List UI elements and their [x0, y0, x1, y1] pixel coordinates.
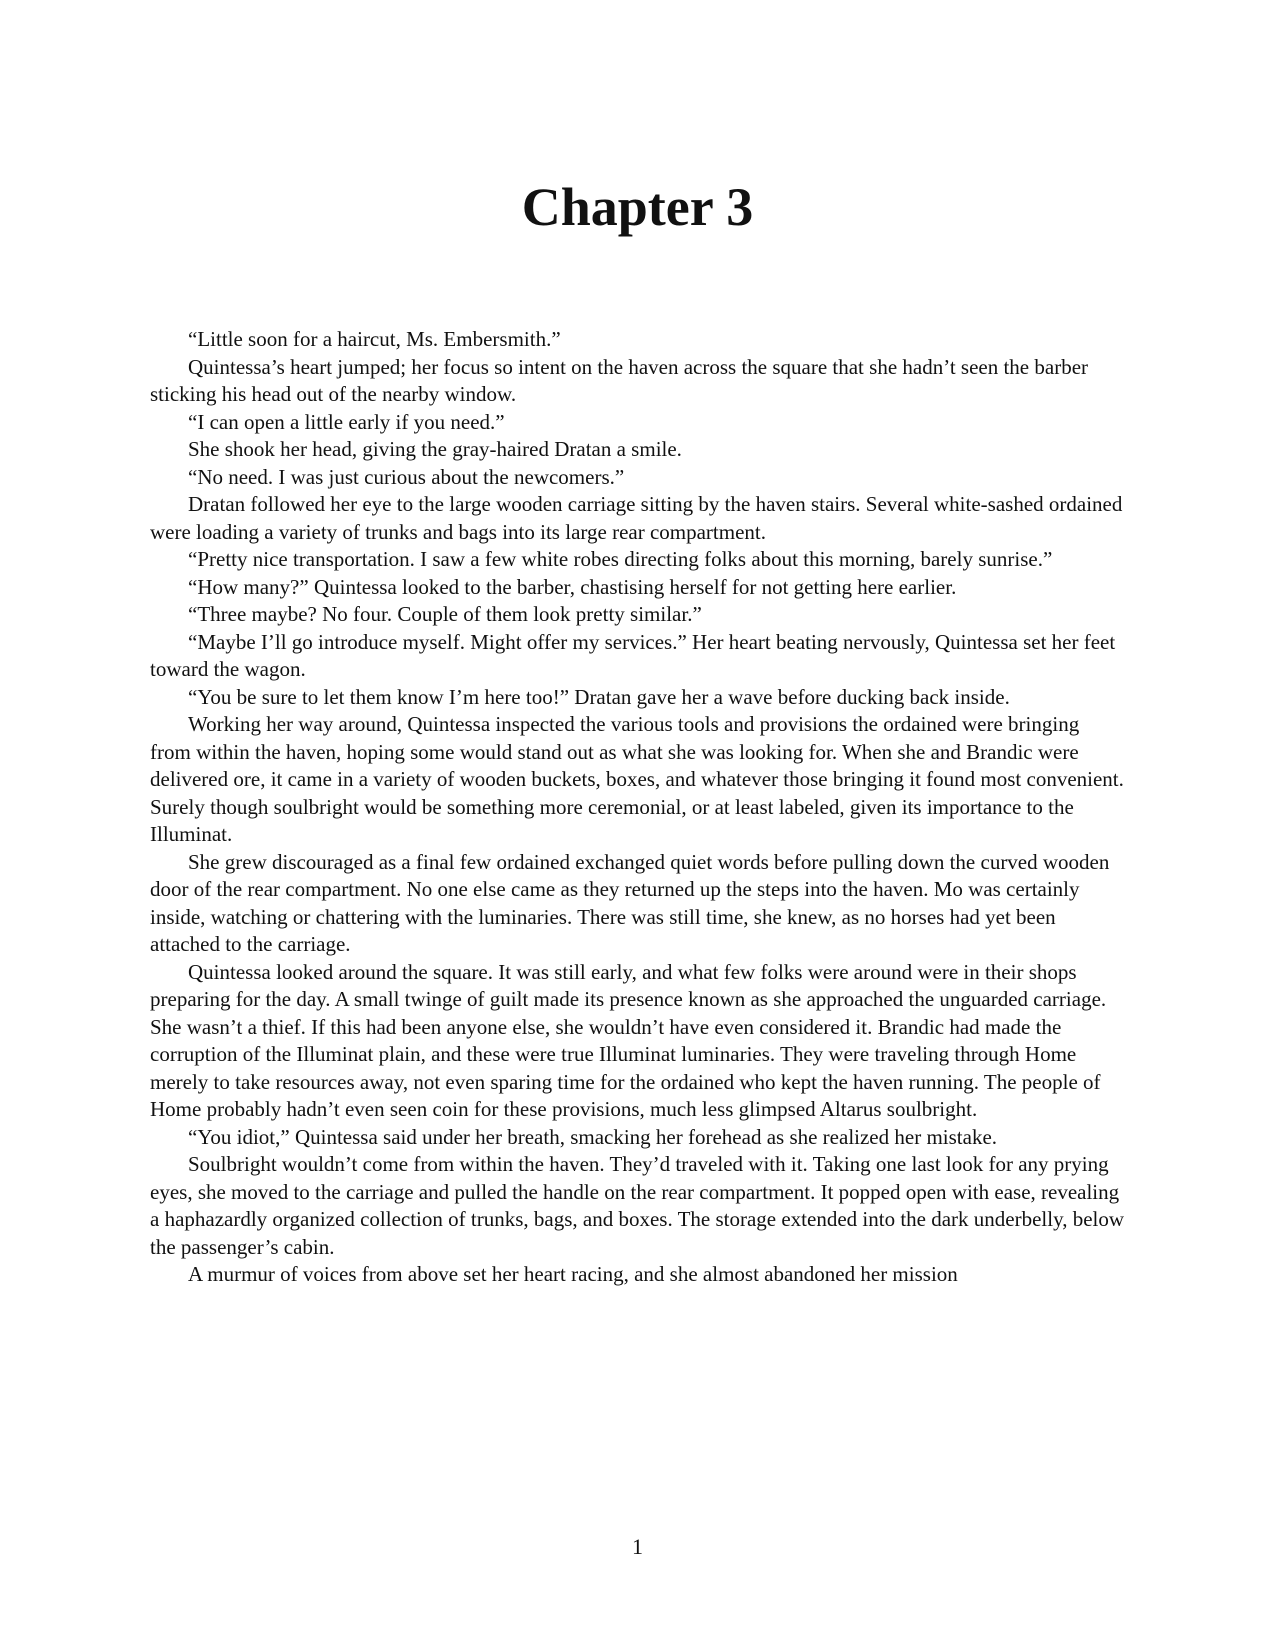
paragraph: Quintessa’s heart jumped; her focus so intent on the haven across the square that she hadn’t seen the barber sticking his head out of the nearby window.: [150, 354, 1089, 406]
paragraph: “Three maybe? No four. Couple of them look pretty similar.”: [188, 602, 702, 626]
paragraph: “You idiot,” Quintessa said under her breath, smacking her forehead as she realized her mistake.: [188, 1124, 998, 1149]
paragraph: Dratan followed her eye to the large wooden carriage sitting by the haven stairs. Several white-sashed ordained were loading a variety of trunks and bags into its large rear compartment.: [150, 492, 1123, 544]
paragraph: A murmur of voices from above set her heart racing, and she almost abandoned her mission: [188, 1262, 958, 1286]
paragraph: “Maybe I’ll go introduce myself. Might offer my services.” Her heart beating nervously, Quintessa set her feet toward the wagon.: [150, 629, 1116, 681]
chapter-body: [150, 326, 1125, 1289]
paragraph: “How many?” Quintessa looked to the barber, chastising herself for not getting here earlier.: [188, 574, 957, 599]
paragraph: Quintessa looked around the square. It was still early, and what few folks were around were in their shops preparing for the day. A small twinge of guilt made its presence known as she approached the unguarded carriage. She wasn’t a thief. If this had been anyone else, she wouldn’t have even considered it. Brandic had made the corruption of the Illuminat plain, and these were true Illuminat luminaries. They were traveling through Home merely to take resources away, not even sparing time for the ordained who kept the haven running. The people of Home probably hadn’t even seen coin for these provisions, much less glimpsed Altarus soulbright.: [150, 959, 1107, 1121]
paragraph: She shook her head, giving the gray-haired Dratan a smile.: [188, 437, 682, 461]
paragraph: “You be sure to let them know I’m here too!” Dratan gave her a wave before ducking back inside.: [188, 684, 1010, 709]
paragraph: “No need. I was just curious about the newcomers.”: [188, 464, 625, 489]
page-number: 1: [632, 1534, 643, 1559]
paragraph: “I can open a little early if you need.”: [188, 409, 505, 434]
chapter-title: Chapter 3: [521, 177, 754, 237]
paragraph: “Pretty nice transportation. I saw a few white robes directing folks about this morning, barely sunrise.”: [188, 547, 1053, 571]
paragraph: Soulbright wouldn’t come from within the haven. They’d traveled with it. Taking one last look for any prying eyes, she moved to the carriage and pulled the handle on the rear compartment. It popped open with ease, revealing a haphazardly organized collection of trunks, bags, and boxes. The storage extended into the dark underbelly, below the passenger’s cabin.: [150, 1152, 1125, 1259]
paragraph: Working her way around, Quintessa inspected the various tools and provisions the ordained were bringing from within the haven, hoping some would stand out as what she was looking for. When she and Brandic were delivered ore, it came in a variety of wooden buckets, boxes, and whatever those bringing it found most convenient. Surely though soulbright would be something more ceremonial, or at least labeled, given its importance to the Illuminat.: [150, 712, 1124, 846]
paragraph: “Little soon for a haircut, Ms. Embersmith.”: [188, 327, 561, 351]
paragraph: She grew discouraged as a final few ordained exchanged quiet words before pulling down the curved wooden door of the rear compartment. No one else came as they returned up the steps into the haven. Mo was certainly inside, watching or chattering with the luminaries. There was still time, she knew, as no horses had yet been attached to the carriage.: [150, 849, 1110, 956]
